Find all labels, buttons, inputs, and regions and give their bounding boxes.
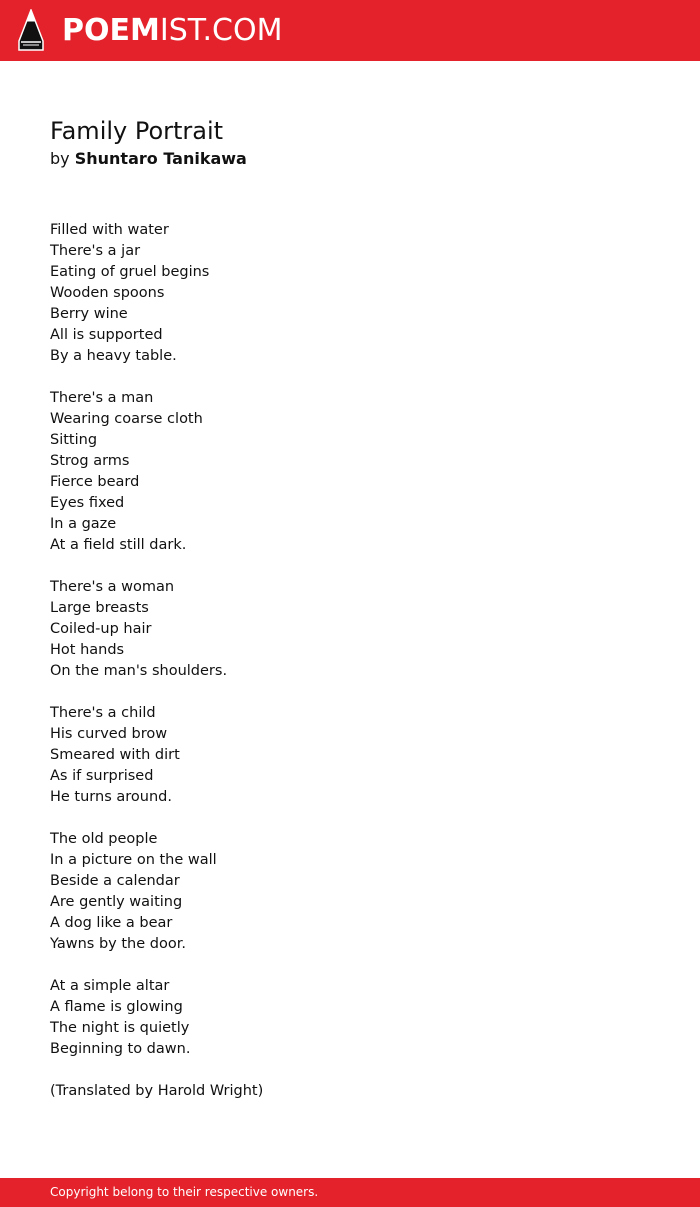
poem-line: Wooden spoons <box>50 285 165 301</box>
poem-line: A flame is glowing <box>50 999 183 1015</box>
poem-body <box>50 220 650 1102</box>
poem-line: At a field still dark. <box>50 537 187 553</box>
poem-line: Beginning to dawn. <box>50 1041 191 1057</box>
poem-line: As if surprised <box>50 768 154 784</box>
poem-line: Eyes fixed <box>50 495 125 511</box>
poem-line: On the man's shoulders. <box>50 663 228 679</box>
poem-line: Smeared with dirt <box>50 747 180 763</box>
poem-line: A dog like a bear <box>50 915 173 931</box>
poem-line: Filled with water <box>50 222 169 238</box>
poem-stanza <box>50 1081 650 1102</box>
poem-line: Eating of gruel begins <box>50 264 210 280</box>
poem-line: There's a woman <box>50 579 175 595</box>
poem-line: There's a child <box>50 705 156 721</box>
poem-line: Berry wine <box>50 306 128 322</box>
poem-line: In a picture on the wall <box>50 852 217 868</box>
poem-line: There's a jar <box>50 243 141 259</box>
wordmark-light: IST.COM <box>159 13 283 48</box>
poem-line: Wearing coarse cloth <box>50 411 203 427</box>
poem-line: All is supported <box>50 327 163 343</box>
poem-title: Family Portrait <box>50 117 224 145</box>
poem-line: The old people <box>50 831 158 847</box>
poem-line: (Translated by Harold Wright) <box>50 1083 264 1099</box>
poem-line: There's a man <box>50 390 154 406</box>
copyright-text: Copyright belong to their respective owners. <box>50 1185 319 1199</box>
byline-label: by <box>50 149 70 168</box>
poem-stanza <box>50 703 650 808</box>
poem-byline <box>50 148 650 170</box>
wordmark-bold: POEM <box>62 13 160 48</box>
poem-line: Large breasts <box>50 600 149 616</box>
poem-line: Strog arms <box>50 453 130 469</box>
poem-line: Are gently waiting <box>50 894 183 910</box>
poem-line: He turns around. <box>50 789 172 805</box>
poem-stanza <box>50 220 650 367</box>
site-header <box>0 0 700 61</box>
pencil-logo-icon <box>17 9 45 51</box>
poem-line: His curved brow <box>50 726 168 742</box>
poem-stanza <box>50 577 650 682</box>
poem-line: In a gaze <box>50 516 117 532</box>
poem-line: The night is quietly <box>50 1020 190 1036</box>
poem-line: By a heavy table. <box>50 348 177 364</box>
site-footer <box>0 1178 700 1207</box>
poem-line: Yawns by the door. <box>50 936 186 952</box>
poem-line: At a simple altar <box>50 978 170 994</box>
poem-line: Coiled-up hair <box>50 621 152 637</box>
site-wordmark <box>62 11 282 51</box>
poem-stanza <box>50 388 650 556</box>
poem-author: Shuntaro Tanikawa <box>74 149 247 168</box>
poem-line: Hot hands <box>50 642 125 658</box>
poem-stanza <box>50 976 650 1060</box>
poem-line: Fierce beard <box>50 474 140 490</box>
poem-line: Sitting <box>50 432 98 448</box>
poem-stanza <box>50 829 650 955</box>
poem-content <box>50 114 650 1123</box>
poem-line: Beside a calendar <box>50 873 180 889</box>
